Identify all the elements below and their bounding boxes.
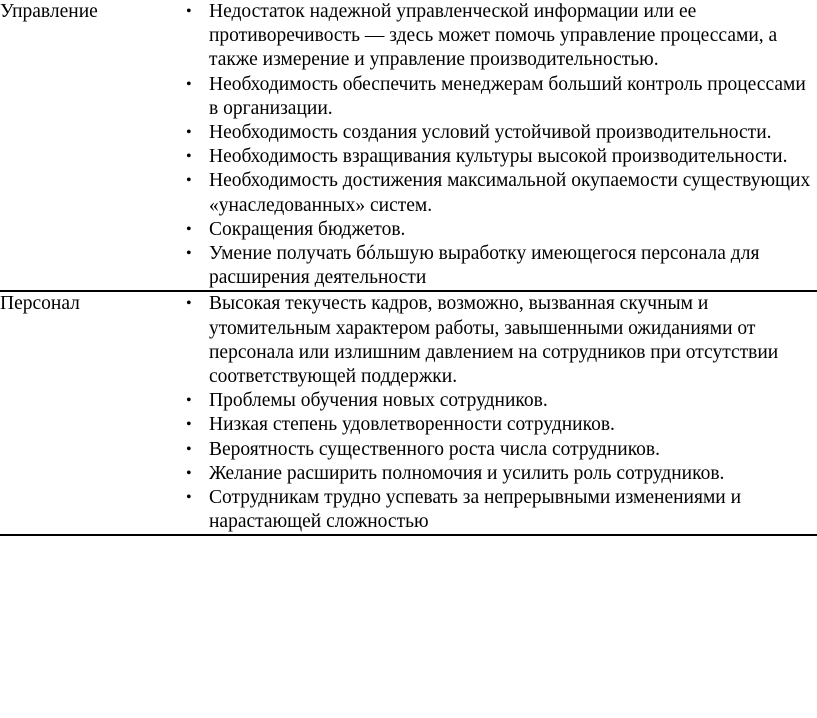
list-item: • Вероятность существенного роста числа сотрудников. <box>182 438 817 462</box>
list-item: • Желание расширить полномочия и усилить роль сотрудников. <box>182 462 817 486</box>
bullet-list <box>172 292 817 534</box>
list-item: • Сокращения бюджетов. <box>182 218 817 242</box>
bullet-list <box>172 0 817 290</box>
section-label: Персонал <box>0 293 80 315</box>
row-label-cell <box>0 0 172 291</box>
list-item: • Необходимость достижения максимальной окупаемости существующих «унаследованных» систем. <box>182 169 817 217</box>
row-content-cell <box>172 0 817 291</box>
section-label: Управление <box>0 1 98 22</box>
list-item: • Проблемы обучения новых сотрудников. <box>182 389 817 413</box>
table-row <box>0 291 817 535</box>
row-content-cell <box>172 291 817 535</box>
list-item: • Необходимость обеспечить менеджерам больший контроль процессами в организации. <box>182 73 817 121</box>
row-label-cell <box>0 291 172 535</box>
list-item: • Сотрудникам трудно успевать за непрерывными изменениями и нарастающей сложностью <box>182 486 817 534</box>
list-item: • Недостаток надежной управленческой информации или ее противоречивость — здесь может помочь управление процессами, а также измерение и управление производительностью. <box>182 0 817 73</box>
table-row <box>0 0 817 291</box>
list-item: • Высокая текучесть кадров, возможно, вызванная скучным и утомительным характером работы, завышенными ожиданиями от персонала или излишним давлением на сотрудников при отсутствии соответствующей поддержки. <box>182 292 817 389</box>
list-item: • Умение получать бóльшую выработку имеющегося персонала для расширения деятельности <box>182 242 817 290</box>
list-item: • Необходимость создания условий устойчивой производительности. <box>182 121 817 145</box>
list-item: • Необходимость взращивания культуры высокой производительности. <box>182 145 817 169</box>
list-item: • Низкая степень удовлетворенности сотрудников. <box>182 413 817 437</box>
